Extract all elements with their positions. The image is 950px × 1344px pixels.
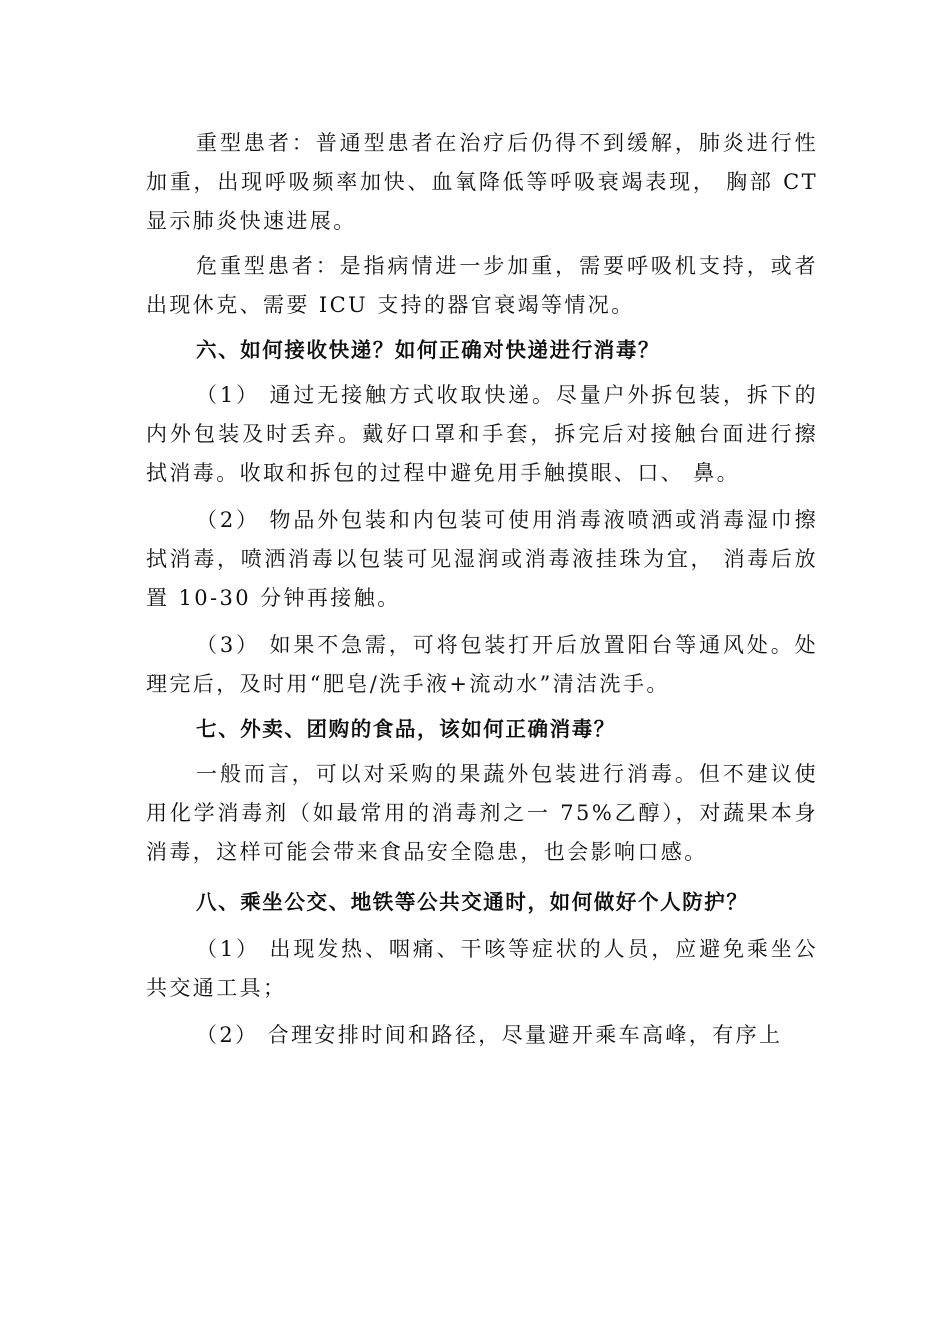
paragraph-express-step-1: （1） 通过无接触方式收取快递。尽量户外拆包装，拆下的内外包装及时丢弃。戴好口罩和手套，拆完后对接触台面进行擦拭消毒。收取和拆包的过程中避免用手触摸眼、口、 鼻。 — [146, 383, 818, 485]
paragraph-critical-patients: 危重型患者：是指病情进一步加重，需要呼吸机支持，或者出现休克、需要 ICU 支持的器官衰竭等情况。 — [146, 254, 818, 317]
section-heading-6: 六、如何接收快递？如何正确对快递进行消毒？ — [196, 338, 661, 362]
paragraph-transit-step-2: （2） 合理安排时间和路径，尽量避开乘车高峰，有序上 — [196, 1023, 783, 1047]
document-body — [146, 124, 818, 1055]
section-heading-8: 八、乘坐公交、地铁等公共交通时，如何做好个人防护？ — [196, 890, 749, 914]
paragraph-express-step-2: （2） 物品外包装和内包装可使用消毒液喷洒或消毒湿巾擦拭消毒，喷洒消毒以包装可见湿润或消毒液挂珠为宜， 消毒后放置 10-30 分钟再接触。 — [146, 508, 818, 610]
paragraph-transit-step-1: （1） 出现发热、咽痛、干咳等症状的人员，应避免乘坐公共交通工具； — [146, 937, 818, 1000]
paragraph-express-step-3: （3） 如果不急需，可将包装打开后放置阳台等通风处。处理完后，及时用“肥皂/洗手液+流动水”清洁洗手。 — [146, 633, 818, 696]
paragraph-food-disinfection: 一般而言，可以对采购的果蔬外包装进行消毒。但不建议使用化学消毒剂（如最常用的消毒剂之一 75%乙醇），对蔬果本身消毒，这样可能会带来食品安全隐患，也会影响口感。 — [146, 762, 818, 864]
paragraph-severe-patients: 重型患者：普通型患者在治疗后仍得不到缓解，肺炎进行性加重，出现呼吸频率加快、血氧降低等呼吸衰竭表现， 胸部 CT 显示肺炎快速进展。 — [146, 131, 818, 233]
section-heading-7: 七、外卖、团购的食品，该如何正确消毒？ — [196, 717, 616, 741]
